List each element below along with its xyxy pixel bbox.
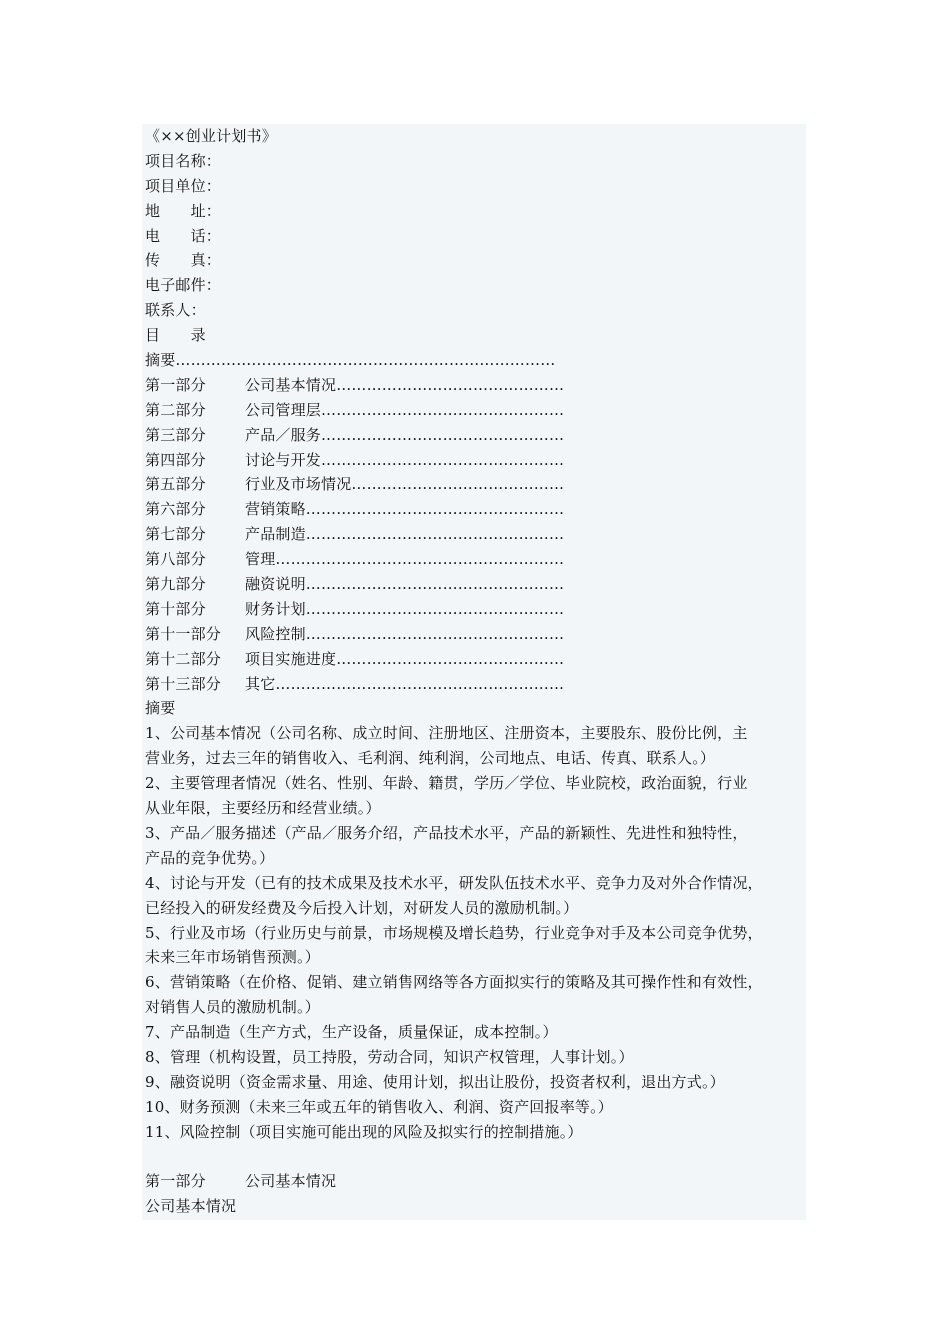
field-contact: 联系人： (145, 301, 206, 320)
toc-title: 营销策略…………………………………………… (245, 500, 565, 519)
toc-entry (145, 622, 835, 647)
summary-line: 6、营销策略（在价格、促销、建立销售网络等各方面拟实行的策略及其可操作性和有效性， (145, 973, 763, 992)
toc-title: 项目实施进度……………………………………… (245, 649, 565, 668)
summary-line: 产品的竞争优势。） (145, 848, 275, 867)
toc-title: 风险控制…………………………………………… (245, 624, 565, 643)
toc-entry (145, 647, 835, 672)
toc-part: 第六部分 (145, 500, 206, 519)
document-body (145, 124, 835, 1219)
toc-title: 讨论与开发………………………………………… (245, 450, 565, 469)
toc-title: 财务计划…………………………………………… (245, 599, 565, 618)
toc-title: 产品／服务………………………………………… (245, 425, 565, 444)
toc-part: 第五部分 (145, 475, 206, 494)
toc-entry (145, 448, 835, 473)
document-title: 《××创业计划书》 (145, 127, 277, 145)
section-title: 公司基本情况 (245, 1172, 337, 1191)
toc-title: 融资说明…………………………………………… (245, 575, 565, 594)
toc-part: 第三部分 (145, 425, 206, 444)
field-project-unit: 项目单位： (145, 176, 222, 195)
summary-line: 对销售人员的激励机制。） (145, 998, 320, 1017)
toc-entry (145, 423, 835, 448)
field-phone: 电 话： (145, 226, 222, 245)
summary-line: 3、产品／服务描述（产品／服务介绍，产品技术水平，产品的新颖性、先进性和独特性， (145, 823, 748, 842)
section-part: 第一部分 (145, 1172, 206, 1191)
toc-title: 管理………………………………………………… (245, 550, 565, 569)
summary-line: 11、风险控制（项目实施可能出现的风险及拟实行的控制措施。） (145, 1122, 583, 1141)
section-one-heading (145, 1169, 835, 1194)
summary-line: 2、主要管理者情况（姓名、性别、年龄、籍贯，学历／学位、毕业院校，政治面貌，行业 (145, 774, 748, 793)
summary-line: 已经投入的研发经费及今后投入计划，对研发人员的激励机制。） (145, 898, 579, 917)
section-one-subheading: 公司基本情况 (145, 1197, 237, 1216)
field-fax: 传 真： (145, 251, 222, 270)
toc-summary: 摘要………………………………………………………………… (145, 351, 556, 370)
summary-line: 1、公司基本情况（公司名称、成立时间、注册地区、注册资本，主要股东、股份比例，主 (145, 724, 748, 743)
summary-line: 从业年限，主要经历和经营业绩。） (145, 799, 381, 818)
toc-part: 第七部分 (145, 525, 206, 544)
toc-part: 第九部分 (145, 575, 206, 594)
toc-title: 其它………………………………………………… (245, 674, 565, 693)
toc-title: 产品制造…………………………………………… (245, 525, 565, 544)
toc-part: 第十一部分 (145, 624, 222, 643)
toc-part: 第十部分 (145, 599, 206, 618)
toc-part: 第十三部分 (145, 674, 222, 693)
toc-entry (145, 547, 835, 572)
toc-entry (145, 597, 835, 622)
toc-entry (145, 522, 835, 547)
summary-line: 营业务，过去三年的销售收入、毛利润、纯利润，公司地点、电话、传真、联系人。） (145, 749, 716, 768)
summary-line: 8、管理（机构设置，员工持股，劳动合同，知识产权管理，人事计划。） (145, 1047, 634, 1066)
summary-line: 7、产品制造（生产方式，生产设备，质量保证，成本控制。） (145, 1023, 558, 1042)
toc-part: 第四部分 (145, 450, 206, 469)
toc-part: 第一部分 (145, 375, 206, 394)
toc-entry (145, 472, 835, 497)
toc-entry (145, 572, 835, 597)
blank-line (145, 1145, 835, 1170)
toc-title: 公司管理层………………………………………… (245, 400, 565, 419)
field-address: 地 址： (145, 201, 222, 220)
toc-entry (145, 497, 835, 522)
toc-part: 第二部分 (145, 400, 206, 419)
summary-line: 10、财务预测（未来三年或五年的销售收入、利润、资产回报率等。） (145, 1097, 613, 1116)
toc-entry (145, 398, 835, 423)
toc-entry (145, 373, 835, 398)
toc-title: 行业及市场情况…………………………………… (245, 475, 565, 494)
toc-entry (145, 672, 835, 697)
toc-part: 第八部分 (145, 550, 206, 569)
summary-line: 未来三年市场销售预测。） (145, 948, 320, 967)
field-email: 电子邮件： (145, 276, 222, 295)
summary-line: 5、行业及市场（行业历史与前景，市场规模及增长趋势，行业竞争对手及本公司竞争优势， (145, 923, 763, 942)
toc-title: 公司基本情况……………………………………… (245, 375, 565, 394)
field-project-name: 项目名称： (145, 151, 222, 170)
toc-heading: 目 录 (145, 326, 206, 345)
summary-heading: 摘要 (145, 699, 176, 718)
toc-part: 第十二部分 (145, 649, 222, 668)
summary-line: 9、融资说明（资金需求量、用途、使用计划，拟出让股份，投资者权利，退出方式。） (145, 1072, 725, 1091)
summary-line: 4、讨论与开发（已有的技术成果及技术水平，研发队伍技术水平、竞争力及对外合作情况， (145, 873, 763, 892)
